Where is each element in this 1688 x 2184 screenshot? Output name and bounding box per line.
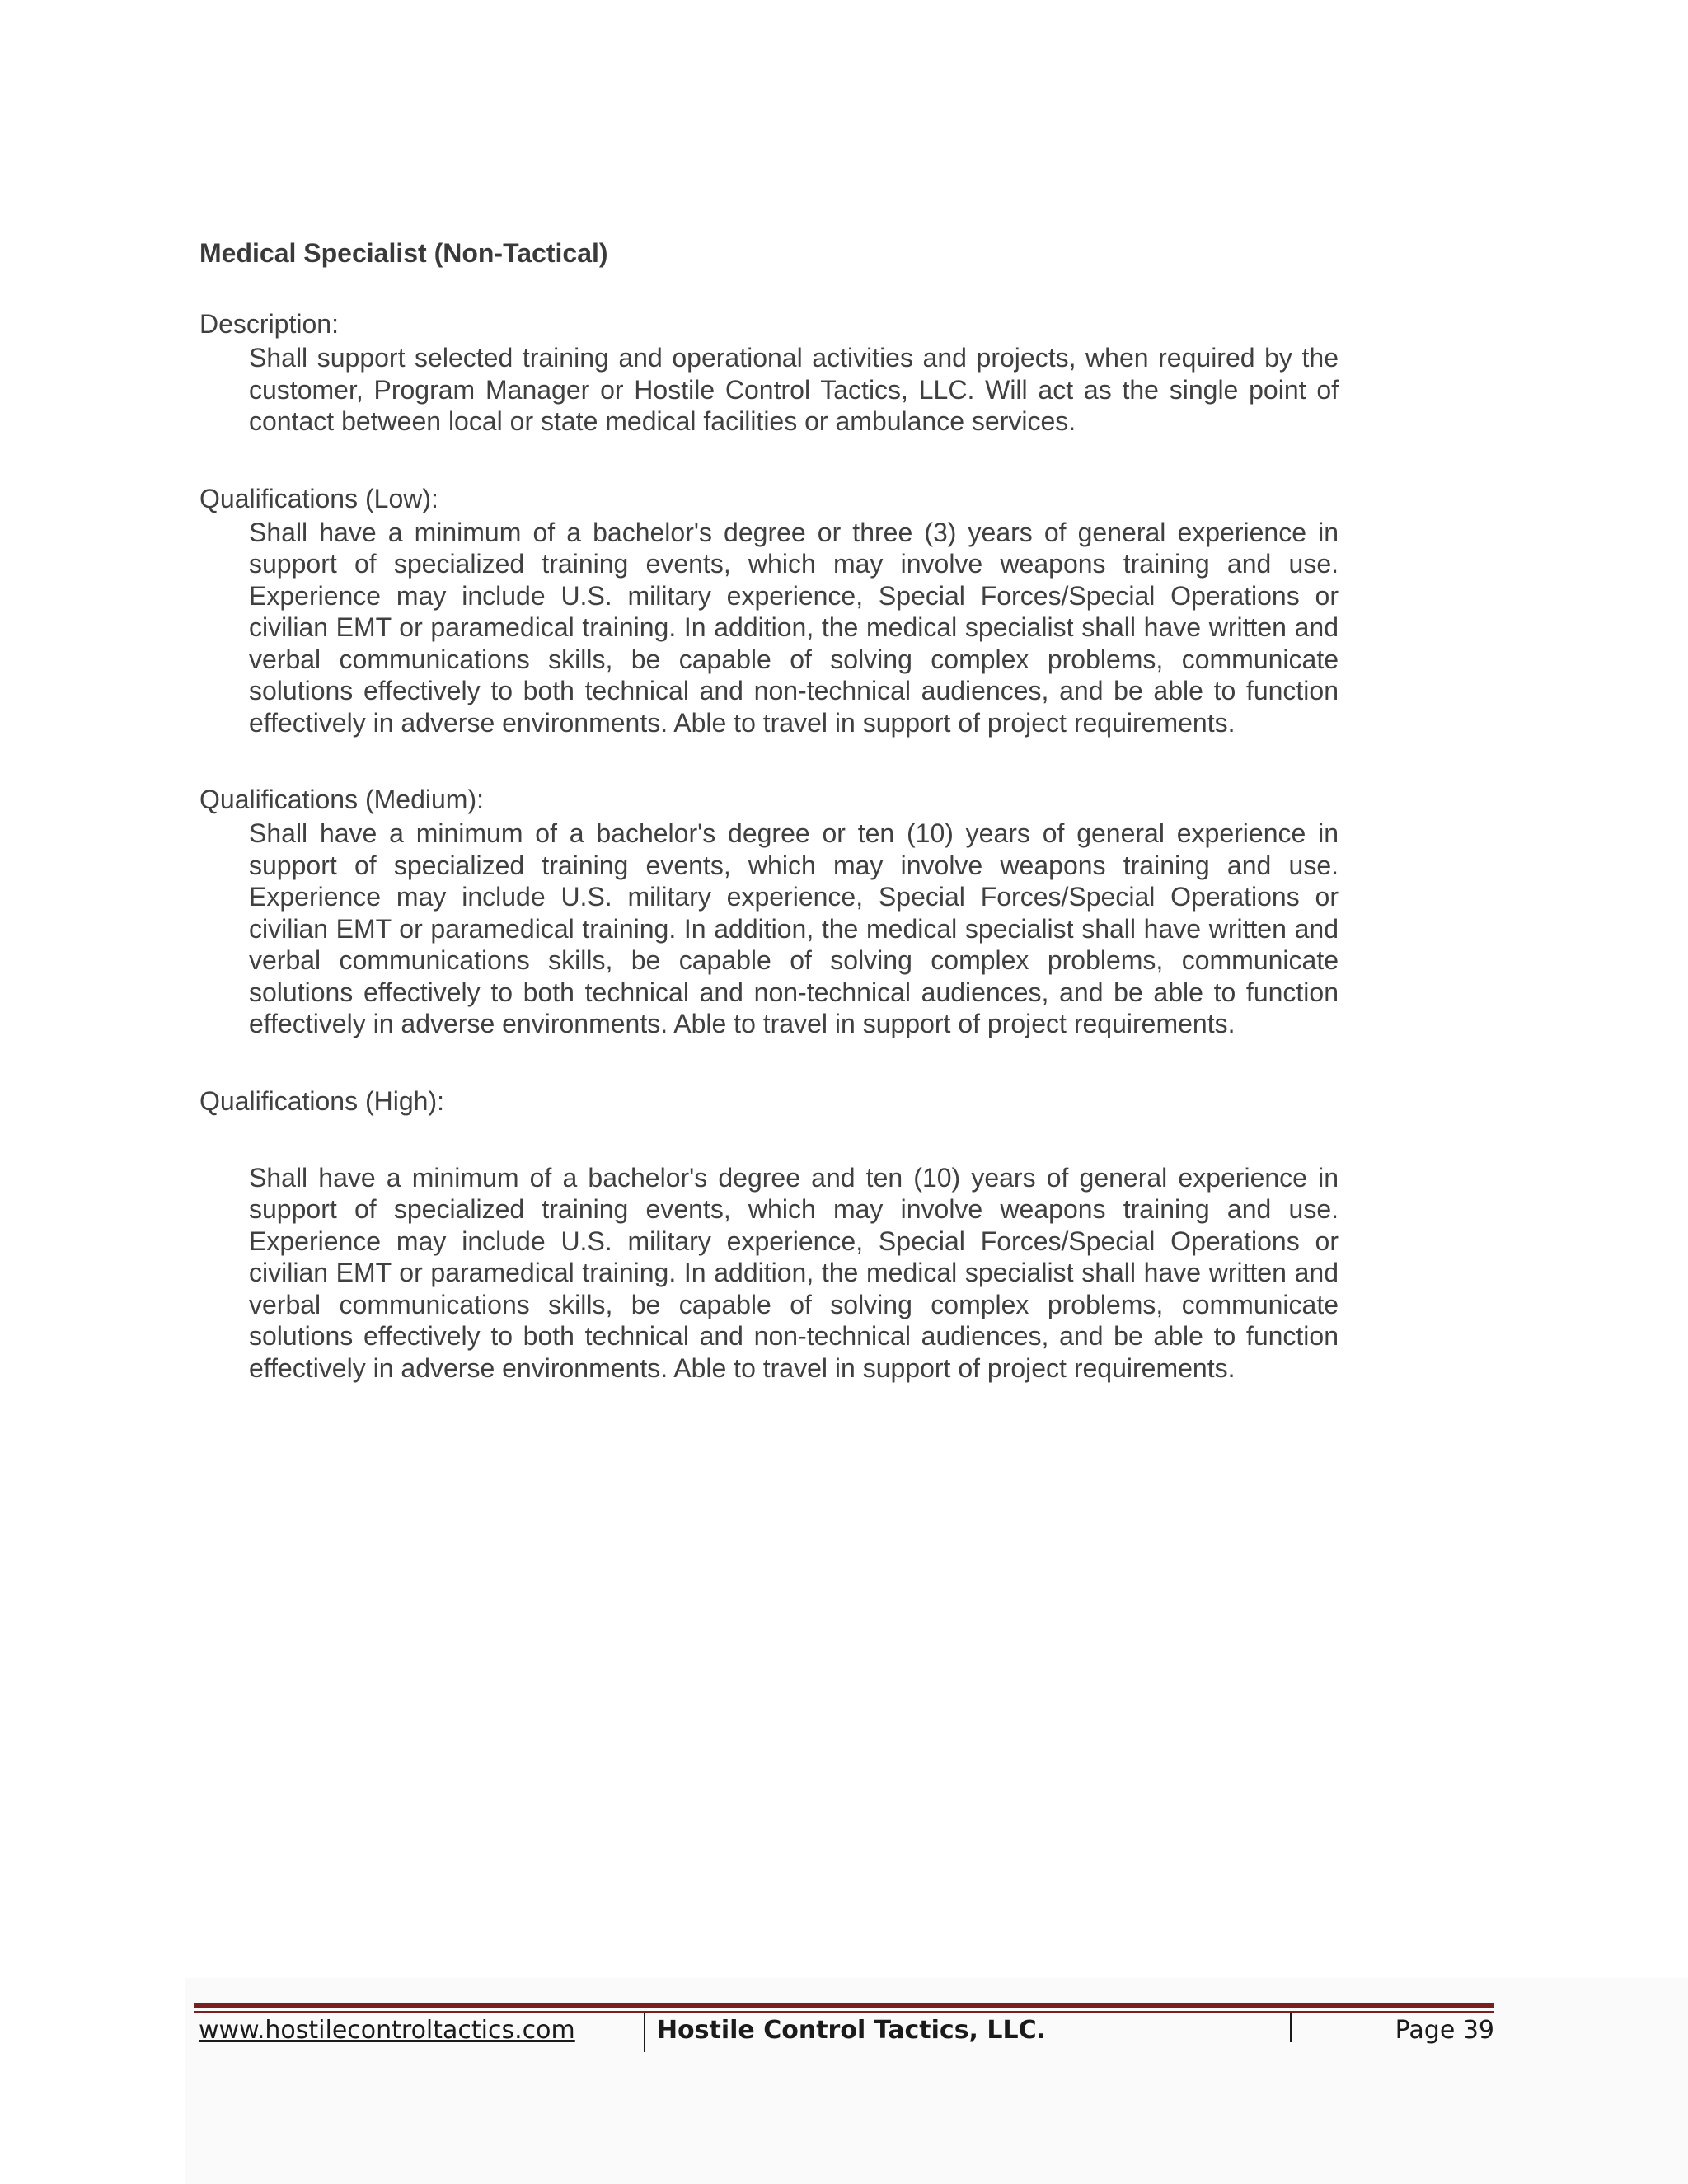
footer-rule-thin [194,2011,1494,2013]
section-text: Shall have a minimum of a bachelor's degree or ten (10) years of general experience in support of specialized training events, which may involve weapons training and use. Experience may include U.S. military experience, Special Forces/Special Operations or civilian EMT or paramedical training. In addition, the medical specialist shall have written and verbal communications skills, be capable of solving complex problems, communicate solutions effectively to both technical and non-technical audiences, and be able to function effectively in adverse environments. Able to travel in support of project requirements. [249,818,1339,1038]
page-number: Page 39 [1395,2016,1494,2045]
section-description [199,306,1339,438]
section-qualifications-high [199,1083,1339,1385]
footer-company-name: Hostile Control Tactics, LLC. [656,2016,1047,2045]
section-label: Qualifications (Medium): [199,785,484,814]
document-body [199,233,1339,1384]
section-label: Qualifications (High): [199,1085,444,1116]
footer-website-link[interactable]: www.hostilecontroltactics.com [199,2016,575,2045]
section-qualifications-low [199,480,1339,739]
section-text: Shall have a minimum of a bachelor's degree or three (3) years of general experience in support of specialized training events, which may involve weapons training and use. Experience may include U.S. military experience, Special Forces/Special Operations or civilian EMT or paramedical training. In addition, the medical specialist shall have written and verbal communications skills, be capable of solving complex problems, communicate solutions effectively to both technical and non-technical audiences, and be able to function effectively in adverse environments. Able to travel in support of project requirements. [249,517,1339,738]
section-qualifications-medium [199,781,1339,1040]
section-label: Qualifications (Low): [199,483,438,513]
footer-divider [1290,2013,1292,2042]
page-title: Medical Specialist (Non-Tactical) [199,238,608,268]
section-text: Shall support selected training and operational activities and projects, when required by the customer, Program Manager or Hostile Control Tactics, LLC. Will act as the single point of contact between local or state medical facilities or ambulance services. [249,343,1339,436]
page-footer [194,2003,1494,2060]
footer-rule [194,2003,1494,2008]
section-text: Shall have a minimum of a bachelor's degree and ten (10) years of general experience in support of specialized training events, which may involve weapons training and use. Experience may include U.S. military experience, Special Forces/Special Operations or civilian EMT or paramedical training. In addition, the medical specialist shall have written and verbal communications skills, be capable of solving complex problems, communicate solutions effectively to both technical and non-technical audiences, and be able to function effectively in adverse environments. Able to travel in support of project requirements. [249,1162,1339,1383]
section-label: Description: [199,309,339,339]
